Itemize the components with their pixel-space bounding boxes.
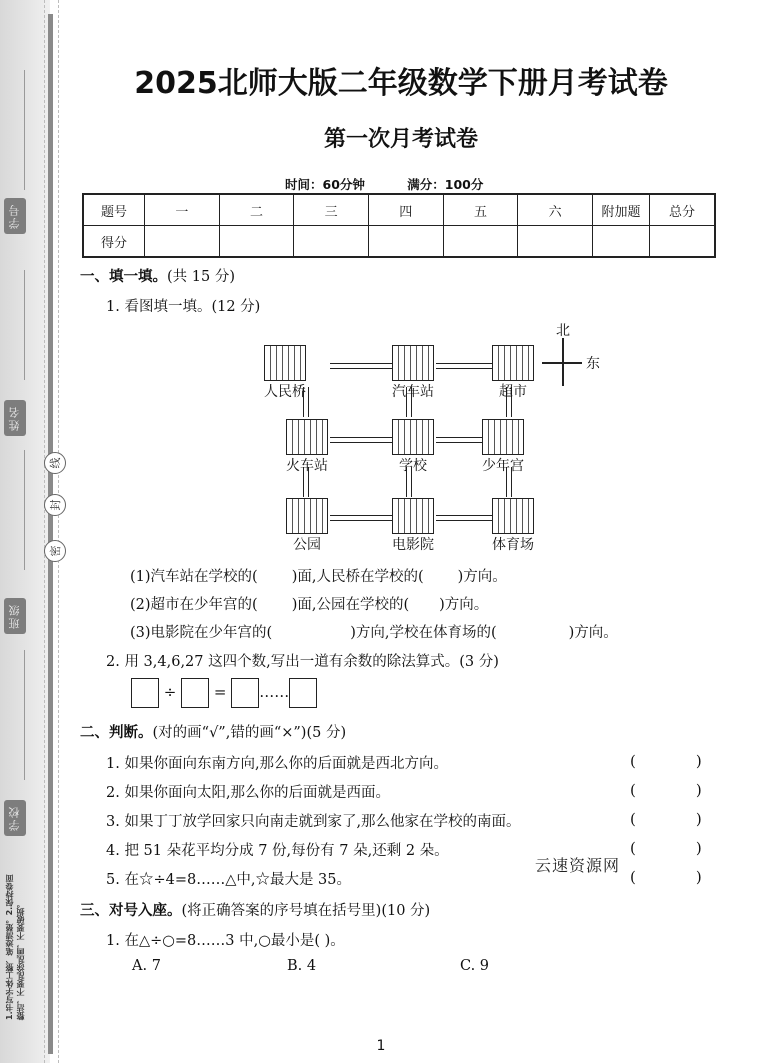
train-station-icon	[286, 419, 328, 455]
q1-sub-3: (3)电影院在少年宫的( )方向,学校在体育场的( )方向。	[130, 625, 618, 641]
score-cell[interactable]	[650, 226, 716, 258]
margin-tag-school: 学校	[4, 800, 26, 836]
q1-sub-2: (2)超市在少年宫的( )面,公园在学校的( )方向。	[130, 597, 489, 613]
score-cell[interactable]	[593, 226, 650, 258]
divisor-box[interactable]	[181, 678, 209, 708]
section1-heading: 一、填一填。(共 15 分)	[80, 269, 235, 285]
map-place-cinema: 电影院	[368, 498, 458, 554]
margin-tag-name: 姓名	[4, 400, 26, 436]
division-equation: ÷ = ……	[131, 678, 317, 708]
score-header-cell: 六	[518, 194, 593, 226]
compass-north-label: 北	[556, 323, 570, 339]
exam-title: 2025北师大版二年级数学下册月考试卷	[134, 66, 668, 101]
seal-seal: 封	[44, 494, 66, 516]
judge-answer-5[interactable]: ( )	[630, 868, 702, 886]
judge-answer-3[interactable]: ( )	[630, 810, 702, 828]
score-header-cell: 二	[219, 194, 294, 226]
judge-answer-4[interactable]: ( )	[630, 839, 702, 857]
section3-heading: 三、对号入座。(将正确答案的序号填在括号里)(10 分)	[80, 903, 431, 919]
write-line	[24, 450, 25, 570]
score-row-label: 得分	[83, 226, 145, 258]
score-cell[interactable]	[368, 226, 443, 258]
seal-secret: 密	[44, 540, 66, 562]
direction-map	[240, 315, 620, 565]
compass	[540, 320, 620, 390]
score-header-cell: 题号	[83, 194, 145, 226]
map-place-renminqiao: 人民桥	[240, 345, 330, 401]
section2-heading: 二、判断。(对的画“√”,错的画“×”)(5 分)	[80, 725, 347, 741]
seal-line: 线	[44, 452, 66, 474]
quotient-box[interactable]	[231, 678, 259, 708]
bridge-icon	[264, 345, 306, 381]
compass-east-label: 东	[586, 356, 600, 372]
map-place-stadium: 体育场	[468, 498, 558, 554]
judge-item-1: 1. 如果你面向东南方向,那么你的后面就是西北方向。	[106, 756, 449, 772]
write-line	[24, 270, 25, 380]
score-table-header-row	[83, 194, 715, 226]
section1-q2-label: 2. 用 3,4,6,27 这四个数,写出一道有余数的除法算式。(3 分)	[106, 654, 499, 670]
score-table-score-row	[83, 226, 715, 258]
school-icon	[392, 419, 434, 455]
margin-instructions: 1.书写字体工整、笔迹清楚。2.保持卷面整洁，不要乱涂乱画，不要破损。	[5, 874, 25, 1020]
score-cell[interactable]	[518, 226, 593, 258]
judge-item-4: 4. 把 51 朵花平均分成 7 份,每份有 7 朵,还剩 2 朵。	[106, 843, 449, 859]
q1-sub-1: (1)汽车站在学校的( )面,人民桥在学校的( )方向。	[130, 569, 507, 585]
bus-station-icon	[392, 345, 434, 381]
judge-item-2: 2. 如果你面向太阳,那么你的后面就是西面。	[106, 785, 391, 801]
score-cell[interactable]	[443, 226, 518, 258]
score-cell[interactable]	[145, 226, 220, 258]
score-header-cell: 一	[145, 194, 220, 226]
score-header-cell: 五	[443, 194, 518, 226]
option-c[interactable]: C. 9	[460, 958, 490, 974]
map-place-supermarket: 超市	[468, 345, 558, 401]
option-a[interactable]: A. 7	[132, 958, 161, 974]
judge-answer-1[interactable]: ( )	[630, 752, 702, 770]
score-header-cell: 四	[368, 194, 443, 226]
judge-item-3: 3. 如果丁丁放学回家只向南走就到家了,那么他家在学校的南面。	[106, 814, 521, 830]
section3-q1-label: 1. 在△÷○=8……3 中,○最小是( )。	[106, 933, 345, 949]
remainder-box[interactable]	[289, 678, 317, 708]
margin-tag-class: 班级	[4, 598, 26, 634]
map-place-bus-station: 汽车站	[368, 345, 458, 401]
judge-item-5: 5. 在☆÷4=8……△中,☆最大是 35。	[106, 872, 352, 888]
score-cell[interactable]	[294, 226, 369, 258]
score-header-cell: 三	[294, 194, 369, 226]
option-b[interactable]: B. 4	[287, 958, 317, 974]
cut-line-dashed	[44, 0, 45, 1063]
map-place-youth-palace: 少年宫	[458, 419, 548, 475]
cut-line-dashed	[58, 0, 59, 1063]
dividend-box[interactable]	[131, 678, 159, 708]
compass-ew-axis	[542, 362, 582, 364]
map-place-park: 公园	[262, 498, 352, 554]
score-header-cell: 总分	[650, 194, 716, 226]
youth-palace-icon	[482, 419, 524, 455]
park-icon	[286, 498, 328, 534]
margin-tag-student-id: 学号	[4, 198, 26, 234]
map-place-train-station: 火车站	[262, 419, 352, 475]
supermarket-icon	[492, 345, 534, 381]
write-line	[24, 650, 25, 780]
score-cell[interactable]	[219, 226, 294, 258]
margin-stripe	[48, 14, 53, 1054]
page-number: 1	[376, 1038, 386, 1054]
score-table	[82, 193, 716, 258]
judge-answer-2[interactable]: ( )	[630, 781, 702, 799]
cinema-icon	[392, 498, 434, 534]
exam-meta	[285, 175, 521, 193]
map-place-school: 学校	[368, 419, 458, 475]
exam-time: 时间：60分钟	[285, 177, 365, 192]
exam-subtitle: 第一次月考试卷	[323, 127, 478, 152]
section1-q1-label: 1. 看图填一填。(12 分)	[106, 299, 261, 315]
stadium-icon	[492, 498, 534, 534]
exam-full-score: 满分：100分	[407, 177, 484, 192]
watermark: 云速资源网	[535, 856, 621, 875]
score-header-cell: 附加题	[593, 194, 650, 226]
